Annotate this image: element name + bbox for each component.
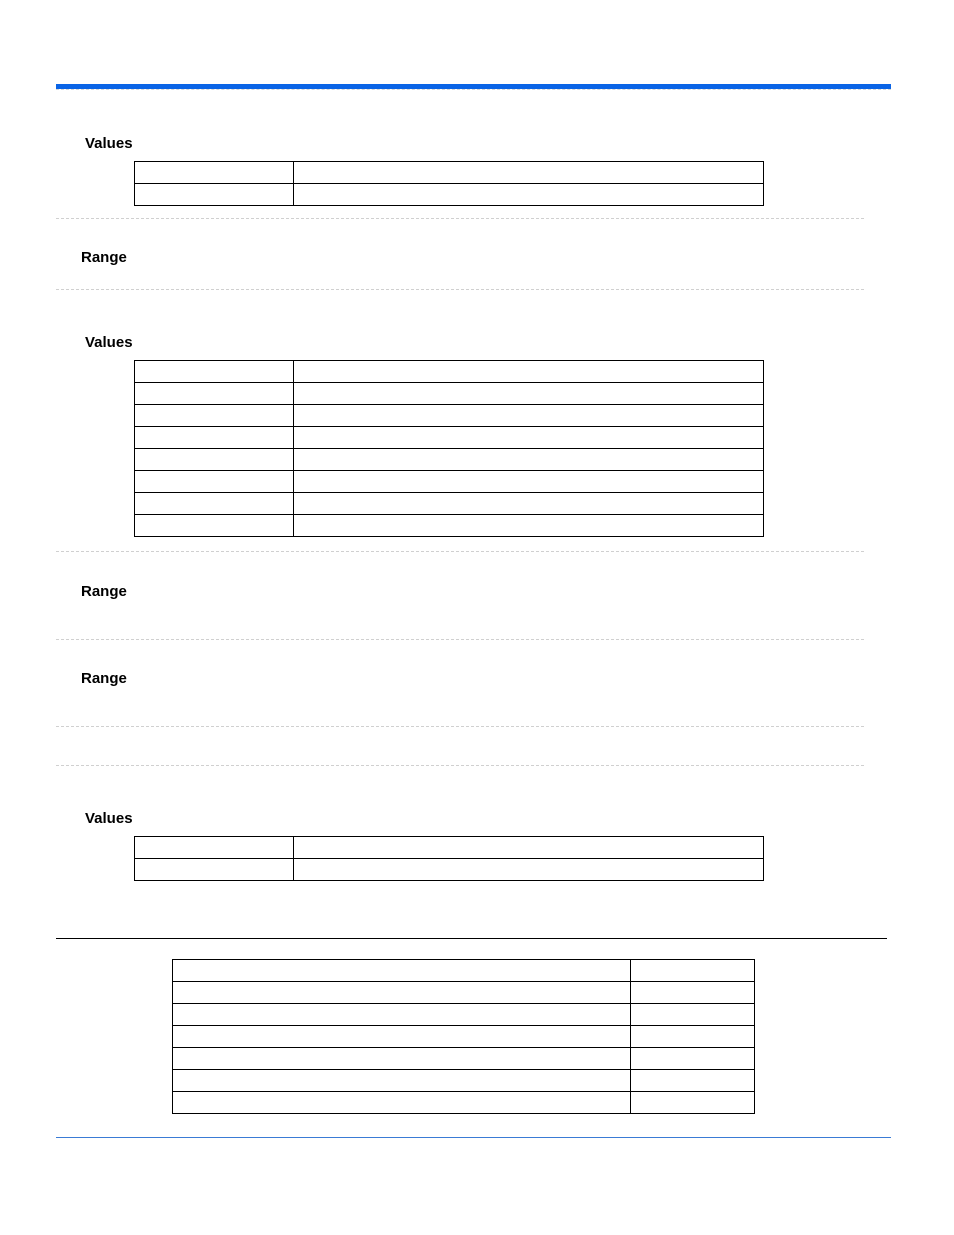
values-heading-3: Values [85,810,133,827]
values-heading-2: Values [85,334,133,351]
values-heading-1: Values [85,135,133,152]
table-row [135,493,764,515]
values-table-3 [134,836,764,881]
table-row [135,449,764,471]
section-rule [56,938,887,939]
section-divider [56,289,864,290]
table-row [173,1092,755,1114]
table-row [135,471,764,493]
table-row [173,1070,755,1092]
section-divider [56,639,864,640]
table-row [135,184,764,206]
table-row [135,383,764,405]
table-row [135,427,764,449]
table-row [135,859,764,881]
table-row [135,361,764,383]
section-divider [56,726,864,727]
table-row [173,1026,755,1048]
range-heading-3: Range [81,670,127,687]
table-row [135,162,764,184]
summary-table [172,959,755,1114]
table-row [173,982,755,1004]
section-divider [56,218,864,219]
section-divider [56,551,864,552]
table-row [135,515,764,537]
values-table-1 [134,161,764,206]
table-row [173,1004,755,1026]
range-heading-1: Range [81,249,127,266]
table-row [135,837,764,859]
footer-rule [56,1137,891,1138]
header-divider [56,89,891,90]
values-table-2 [134,360,764,537]
section-divider [56,765,864,766]
table-row [135,405,764,427]
table-row [173,1048,755,1070]
table-row [173,960,755,982]
range-heading-2: Range [81,583,127,600]
